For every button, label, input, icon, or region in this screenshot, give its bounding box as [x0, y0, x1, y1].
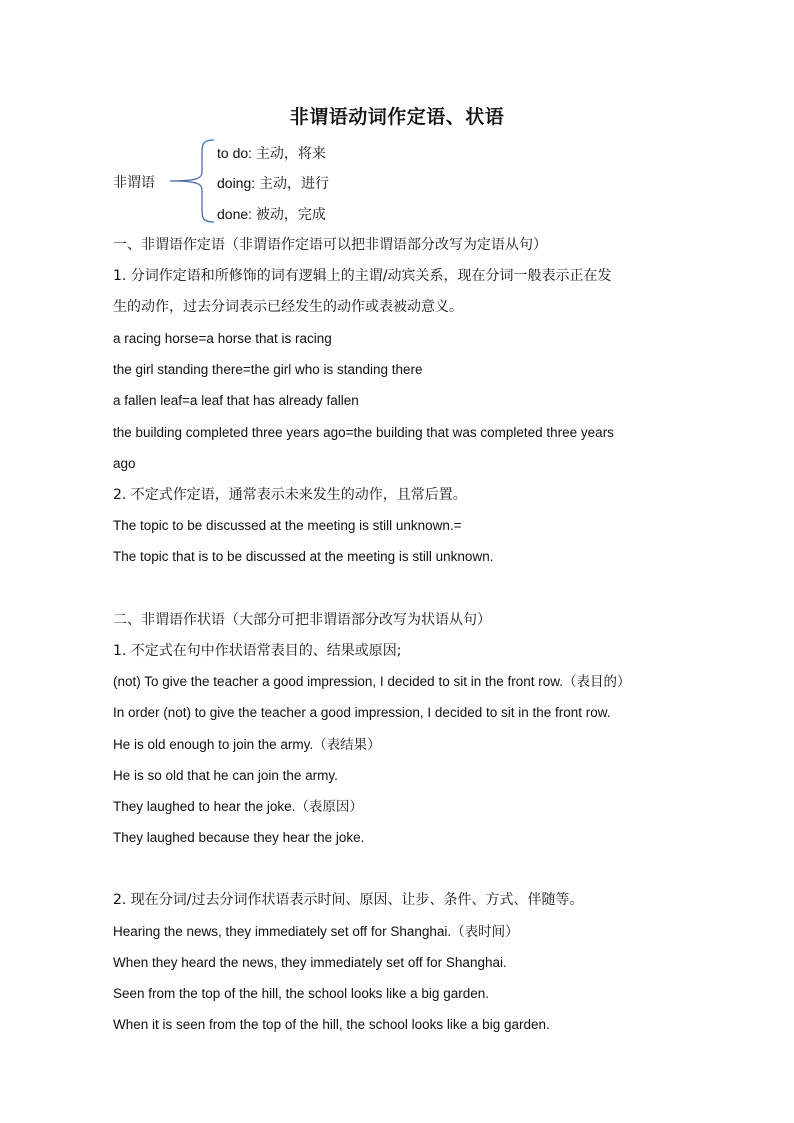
section1-heading: 一、非谓语作定语（非谓语作定语可以把非谓语部分改写为定语从句）	[113, 237, 547, 253]
example-line: When they heard the news, they immediately set off for Shanghai.	[113, 955, 507, 970]
example-line: They laughed because they hear the joke.	[113, 830, 365, 845]
example-line: a fallen leaf=a leaf that has already fallen	[113, 393, 359, 408]
section1-point1-line1: 1. 分词作定语和所修饰的词有逻辑上的主谓/动宾关系，现在分词一般表示正在发	[113, 268, 612, 284]
option-doing: doing: 主动，进行	[217, 175, 330, 191]
example-line: The topic to be discussed at the meeting is still unknown.=	[113, 518, 462, 533]
example-line: the girl standing there=the girl who is standing there	[113, 362, 423, 377]
option-done: done: 被动，完成	[217, 206, 326, 222]
section2-point2: 2. 现在分词/过去分词作状语表示时间、原因、让步、条件、方式、伴随等。	[113, 892, 584, 908]
example-line: The topic that is to be discussed at the meeting is still unknown.	[113, 549, 494, 564]
section1-point2: 2. 不定式作定语，通常表示未来发生的动作，且常后置。	[113, 487, 467, 503]
example-line: (not) To give the teacher a good impression, I decided to sit in the front row.（表目的）	[113, 674, 631, 689]
example-line: When it is seen from the top of the hill, the school looks like a big garden.	[113, 1017, 550, 1032]
example-line: Hearing the news, they immediately set off for Shanghai.（表时间）	[113, 924, 519, 939]
section1-point1-line2: 生的动作，过去分词表示已经发生的动作或表被动意义。	[113, 299, 463, 315]
non-finite-label: 非谓语	[113, 175, 155, 191]
example-line: Seen from the top of the hill, the school looks like a big garden.	[113, 986, 489, 1001]
curly-brace-icon	[168, 138, 218, 224]
page-title: 非谓语动词作定语、状语	[289, 106, 505, 128]
example-line: ago	[113, 456, 136, 471]
example-line: In order (not) to give the teacher a good impression, I decided to sit in the front row.	[113, 705, 611, 720]
section2-heading: 二、非谓语作状语（大部分可把非谓语部分改写为状语从句）	[113, 612, 491, 628]
example-line: He is so old that he can join the army.	[113, 768, 338, 783]
example-line: They laughed to hear the joke.（表原因）	[113, 799, 363, 814]
example-line: He is old enough to join the army.（表结果）	[113, 737, 381, 752]
option-to-do: to do: 主动，将来	[217, 145, 326, 161]
example-line: a racing horse=a horse that is racing	[113, 331, 332, 346]
section2-point1: 1. 不定式在句中作状语常表目的、结果或原因;	[113, 643, 402, 659]
example-line: the building completed three years ago=the building that was completed three years	[113, 425, 614, 440]
